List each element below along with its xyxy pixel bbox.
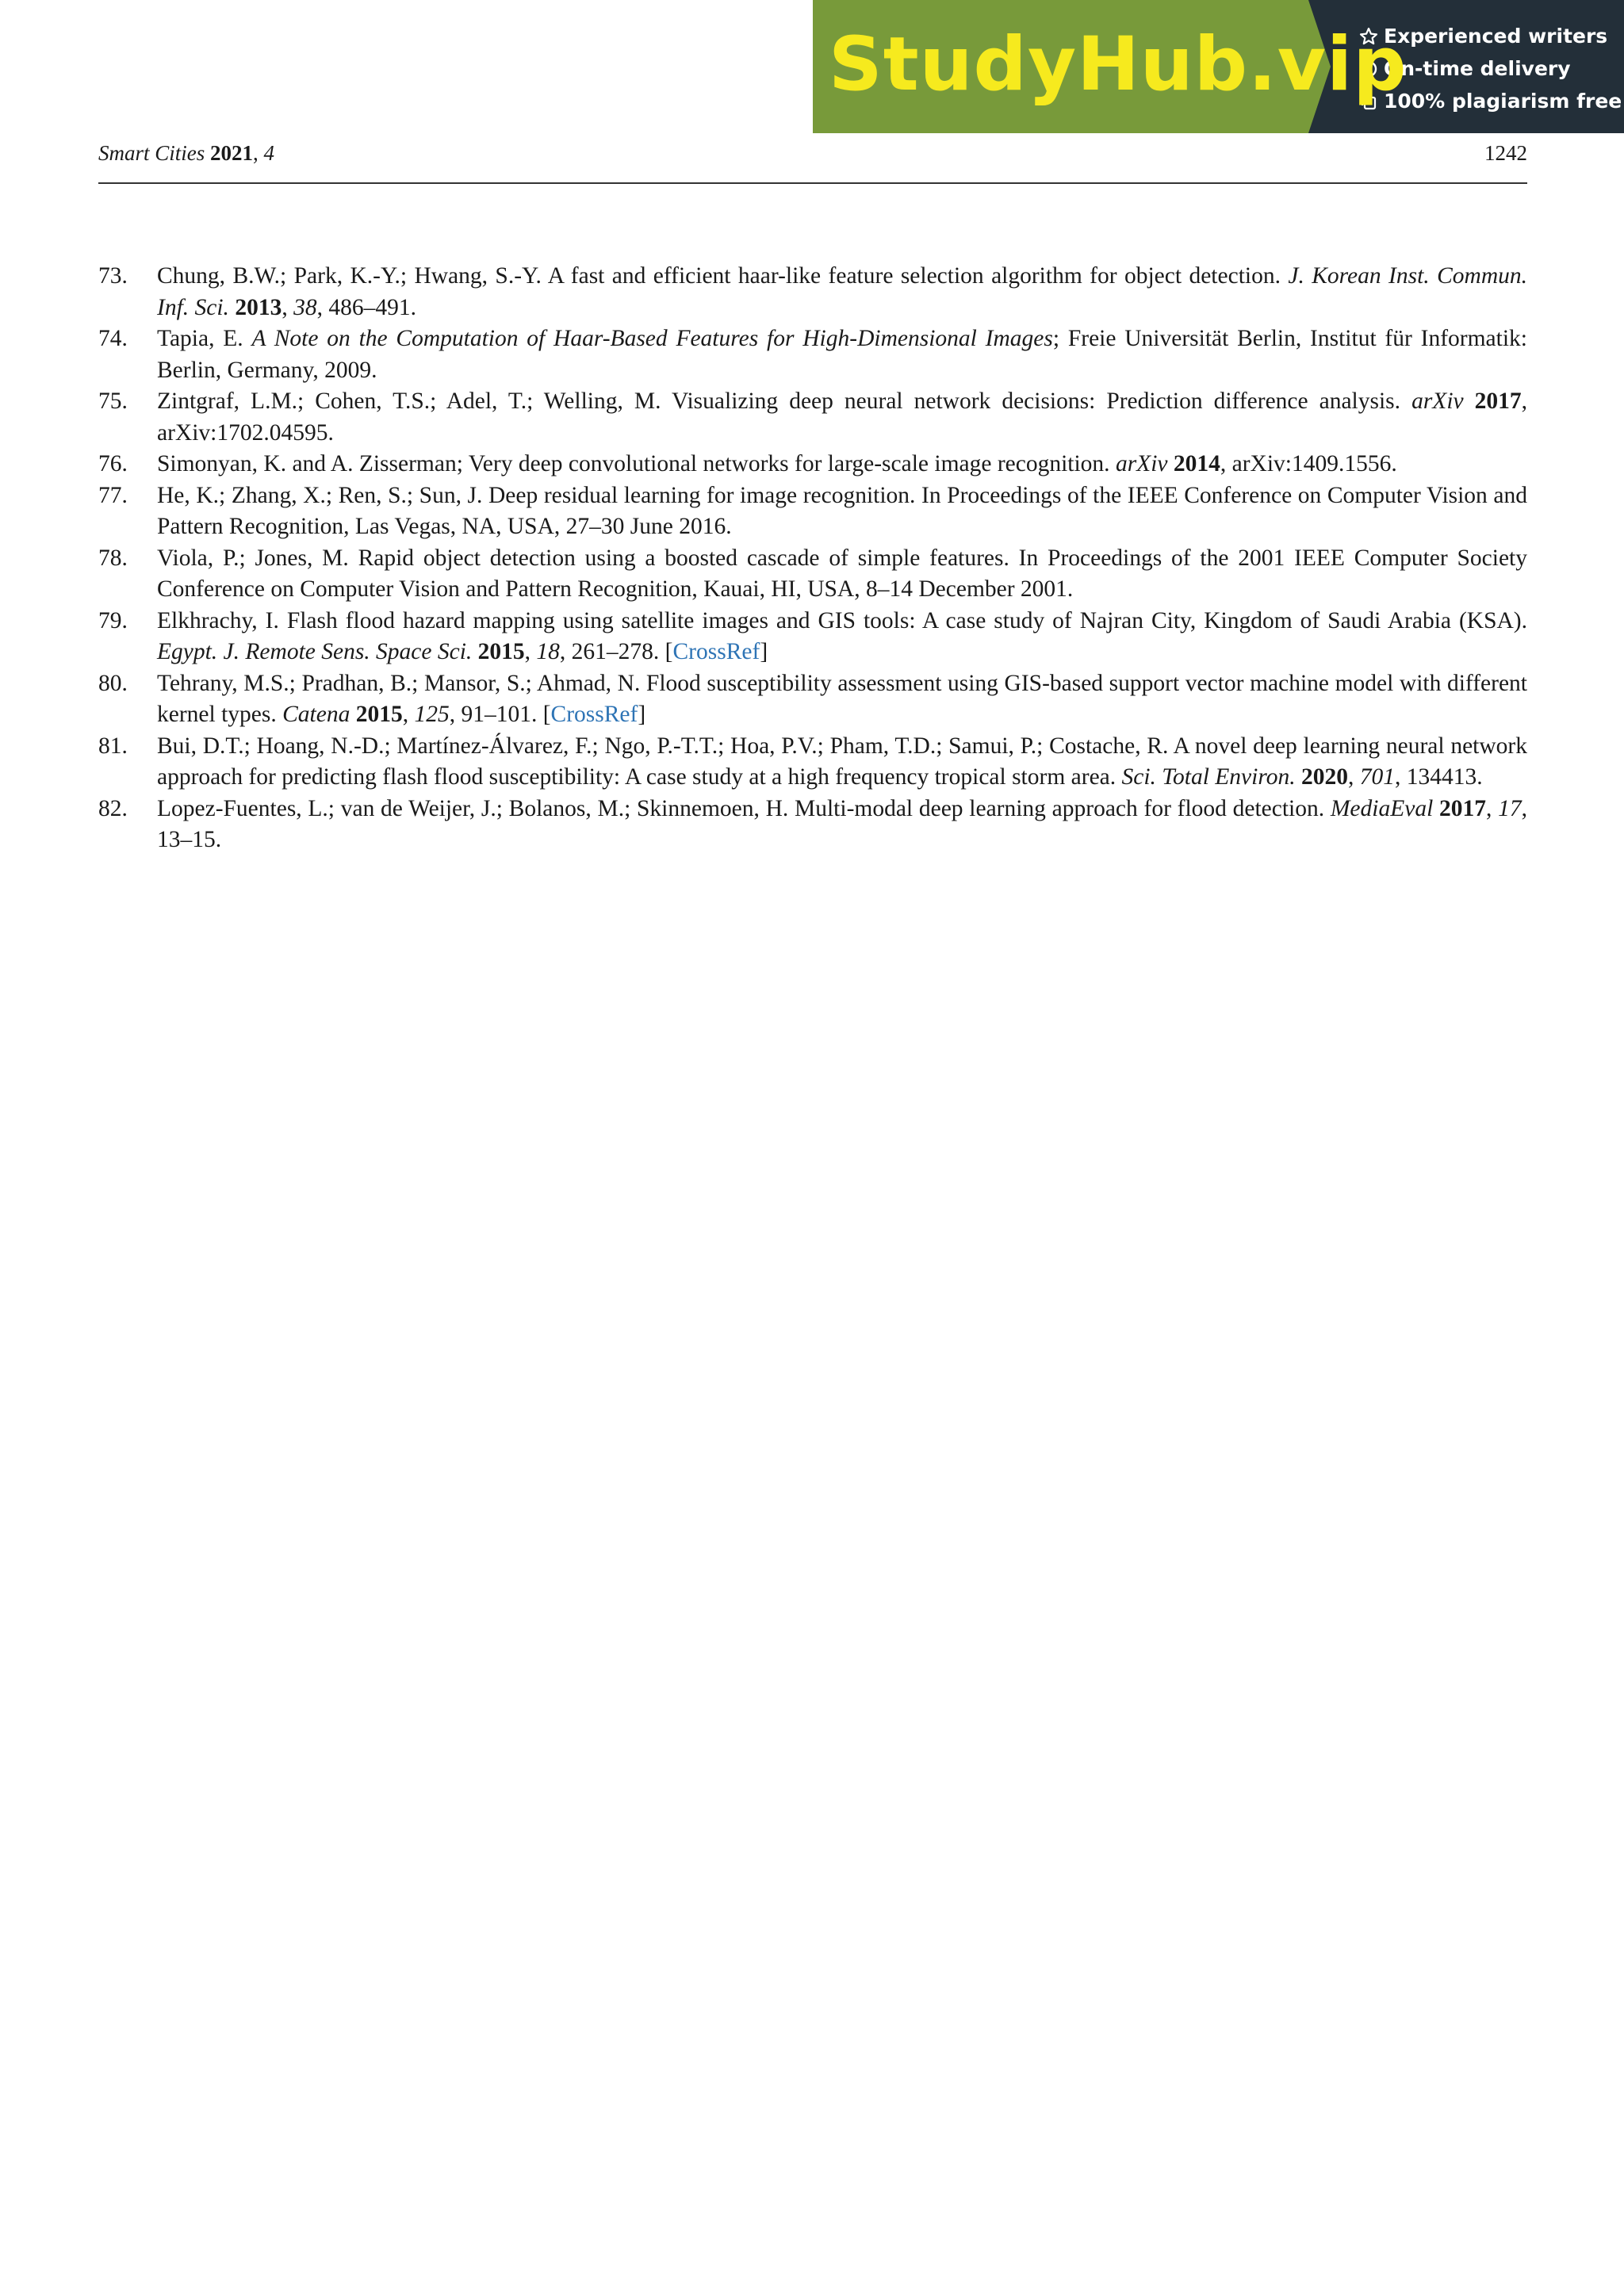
reference-number: 79. [98, 607, 128, 633]
reference-number: 81. [98, 733, 128, 759]
reference-text-segment: , 486–491. [316, 294, 416, 320]
promo-banner[interactable] [813, 0, 1624, 133]
reference-number: 77. [98, 482, 128, 508]
reference-text [157, 480, 1527, 543]
reference-text-segment [472, 639, 477, 664]
reference-text-segment [1167, 451, 1173, 476]
reference-text [157, 323, 1527, 386]
reference-text [157, 668, 1527, 731]
reference-item [98, 731, 1527, 794]
reference-number: 80. [98, 670, 128, 696]
journal-year: 2021 [210, 141, 254, 165]
reference-item [98, 386, 1527, 449]
feature-label: On-time delivery [1384, 57, 1571, 80]
reference-text-segment: He, K.; Zhang, X.; Ren, S.; Sun, J. Deep residual learning for image recognition. In Proceedings of the IEEE Conference on Computer Vision and Pattern Recognition, Las Vegas, NA, USA, 27–30 June 2016. [157, 482, 1527, 539]
reference-italic-text: MediaEval [1330, 795, 1434, 821]
reference-item [98, 449, 1527, 480]
reference-italic-text: J. Korean Inst. Commun. Inf. Sci. [157, 263, 1527, 320]
reference-text [157, 386, 1527, 449]
reference-text-segment: Zintgraf, L.M.; Cohen, T.S.; Adel, T.; Welling, M. Visualizing deep neural network decisions: Prediction difference analysis. [157, 388, 1412, 414]
reference-item [98, 480, 1527, 543]
feature-label: Experienced writers [1384, 25, 1608, 48]
reference-text-segment: ; Freie Universität Berlin, Institut für Informatik: Berlin, Germany, 2009. [157, 326, 1527, 383]
reference-italic-text: Catena [282, 702, 350, 727]
logo-text: StudyHub.vip [829, 21, 1408, 108]
reference-text [157, 261, 1527, 323]
reference-year: 2017 [1474, 388, 1522, 414]
reference-number: 73. [98, 263, 128, 289]
reference-italic-text: 125 [414, 702, 450, 727]
reference-number: 82. [98, 795, 128, 821]
reference-text-segment: , 134413. [1394, 764, 1483, 790]
page-number: 1242 [1484, 141, 1527, 165]
journal-name: Smart Cities [98, 141, 205, 165]
reference-text-segment: , [1347, 764, 1360, 790]
reference-text-segment: Chung, B.W.; Park, K.-Y.; Hwang, S.-Y. A fast and efficient haar-like feature selection algorithm for object detection. [157, 263, 1289, 289]
reference-text-segment: , arXiv:1702.04595. [157, 388, 1528, 446]
reference-item [98, 323, 1527, 386]
reference-text-segment: Simonyan, K. and A. Zisserman; Very deep convolutional networks for large-scale image recognition. [157, 451, 1116, 476]
reference-text-segment: Tapia, E. [157, 326, 252, 351]
reference-text [157, 543, 1527, 606]
reference-number: 78. [98, 545, 128, 571]
reference-text-segment: , arXiv:1409.1556. [1220, 451, 1397, 476]
studyhub-logo[interactable] [813, 0, 1408, 133]
reference-italic-text: 17 [1498, 795, 1522, 821]
reference-text-segment: ] [760, 639, 768, 664]
reference-text [157, 731, 1527, 794]
reference-item [98, 606, 1527, 668]
reference-text [157, 606, 1527, 668]
reference-text [157, 449, 1527, 480]
reference-year: 2015 [477, 639, 525, 664]
reference-text-segment: Elkhrachy, I. Flash flood hazard mapping using satellite images and GIS tools: A case study of Najran City, Kingdom of Saudi Arabia (KSA). [157, 607, 1527, 633]
reference-year: 2020 [1300, 764, 1348, 790]
reference-italic-text: arXiv [1115, 451, 1168, 476]
reference-italic-text: 18 [536, 639, 560, 664]
reference-item [98, 543, 1527, 606]
reference-text-segment: Lopez-Fuentes, L.; van de Weijer, J.; Bolanos, M.; Skinnemoen, H. Multi-modal deep learning approach for flood detection. [157, 795, 1331, 821]
reference-number: 75. [98, 388, 128, 414]
crossref-link[interactable]: CrossRef [672, 639, 760, 664]
journal-citation: Smart Cities 2021, 4 [98, 141, 275, 165]
reference-list [98, 261, 1527, 856]
reference-text [157, 794, 1527, 856]
reference-number: 74. [98, 326, 128, 351]
reference-item [98, 794, 1527, 856]
reference-text-segment: ] [638, 702, 646, 727]
reference-text-segment [1296, 764, 1301, 790]
reference-text-segment: , [282, 294, 294, 320]
reference-year: 2013 [235, 294, 282, 320]
reference-text-segment: , [402, 702, 415, 727]
reference-text-segment [1464, 388, 1475, 414]
reference-italic-text: A Note on the Computation of Haar-Based Features for High-Dimensional Images [251, 326, 1053, 351]
feature-label: 100% plagiarism free [1384, 90, 1622, 113]
page-header [98, 141, 1527, 184]
reference-text-segment: , 13–15. [157, 795, 1528, 852]
reference-text-segment: , 261–278. [ [559, 639, 673, 664]
reference-text-segment: Tehrany, M.S.; Pradhan, B.; Mansor, S.; Ahmad, N. Flood susceptibility assessment using GIS-based support vector machine model with different kernel types. [157, 670, 1527, 727]
journal-volume: 4 [263, 141, 275, 165]
reference-year: 2014 [1173, 451, 1220, 476]
reference-year: 2017 [1439, 795, 1487, 821]
reference-italic-text: 701 [1359, 764, 1395, 790]
reference-italic-text: Egypt. J. Remote Sens. Space Sci. [157, 639, 473, 664]
reference-text-segment [350, 702, 355, 727]
reference-text-segment: , [524, 639, 537, 664]
reference-text-segment: Bui, D.T.; Hoang, N.-D.; Martínez-Álvarez, F.; Ngo, P.-T.T.; Hoa, P.V.; Pham, T.D.; Samui, P.; Costache, R. A novel deep learning neural network approach for predicting flash flood susceptibility: A case study at a high frequency tropical storm area. [157, 733, 1527, 790]
reference-item [98, 668, 1527, 731]
crossref-link[interactable]: CrossRef [550, 702, 638, 727]
reference-italic-text: arXiv [1411, 388, 1464, 414]
reference-italic-text: 38 [293, 294, 317, 320]
reference-text-segment [1433, 796, 1439, 821]
reference-text-segment: Viola, P.; Jones, M. Rapid object detection using a boosted cascade of simple features. In Proceedings of the 2001 IEEE Computer Society Conference on Computer Vision and Pattern Recognition, Kauai, HI, USA, 8–14 December 2001. [157, 545, 1527, 602]
reference-italic-text: Sci. Total Environ. [1121, 764, 1296, 790]
reference-text-segment: , [1486, 795, 1499, 821]
reference-text-segment: , 91–101. [ [449, 702, 551, 727]
reference-item [98, 261, 1527, 323]
reference-number: 76. [98, 451, 128, 476]
reference-year: 2015 [355, 702, 403, 727]
